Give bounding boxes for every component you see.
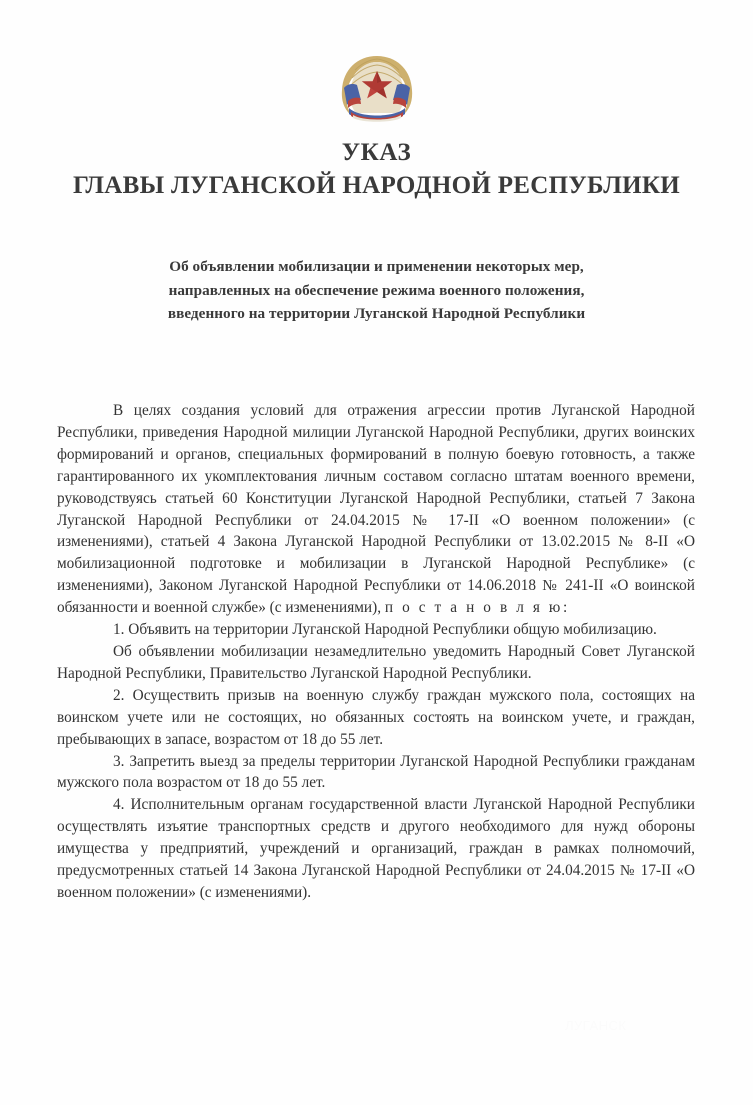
emblem-container — [0, 52, 753, 124]
document-subtitle — [0, 255, 753, 326]
preamble-text: В целях создания условий для отражения агрессии против Луганской Народной Республики, приведения Народной милиции Луганской Народной Республики, других воинских формирований и органов, специальных формирований в полную боевую готовность, а также гарантированного их укомплектования личным составом согласно штатам военного времени, руководствуясь статьей 60 Конституции Луганской Народной Республики, статьей 7 Закона Луганской Народной Республики от 24.04.2015 № 17-II «О военном положении» (с изменениями), статьей 4 Закона Луганской Народной Республики от 13.02.2015 № 8-II «О мобилизационной подготовке и мобилизации в Луганской Народной Республике» (с изменениями), Законом Луганской Народной Республики от 14.06.2018 № 241-II «О воинской обязанности и военной службе» (с изменениями), — [57, 402, 695, 617]
paragraph-item-2: 2. Осуществить призыв на военную службу граждан мужского пола, состоящих на воинском учете или не состоящих, но обязанных состоять на воинском учете, и граждан, пребывающих в запасе, возрастом от 18 до 55 лет. — [57, 686, 695, 748]
coat-of-arms-emblem — [331, 52, 423, 124]
title-line-authority: ГЛАВЫ ЛУГАНСКОЙ НАРОДНОЙ РЕСПУБЛИКИ — [72, 172, 681, 199]
subtitle-line-1: Об объявлении мобилизации и применении некоторых мер, — [169, 258, 584, 275]
document-title — [0, 138, 753, 201]
document-body — [57, 400, 695, 904]
paragraph-item-4: 4. Исполнительным органам государственной власти Луганской Народной Республики осуществлять изъятие транспортных средств и другого необходимого для нужд обороны имущества у предприятий, учреждений и организаций, граждан в рамках полномочий, предусмотренных статьей 14 Закона Луганской Народной Республики от 24.04.2015 № 17-II «О военном положении» (с изменениями). — [57, 796, 695, 901]
subtitle-line-3: введенного на территории Луганской Народной Республики — [167, 305, 586, 323]
paragraph-item-1: 1. Объявить на территории Луганской Народной Республики общую мобилизацию. — [113, 621, 657, 639]
page-watermark: ЛУГАНСК — [565, 1018, 627, 1033]
paragraph-item-1-note: Об объявлении мобилизации незамедлительно уведомить Народный Совет Луганской Народной Республики, Правительство Луганской Народной Республики. — [57, 642, 695, 682]
preamble-verb: п о с т а н о в л я ю: — [384, 599, 570, 617]
paragraph-item-3: 3. Запретить выезд за пределы территории Луганской Народной Республики гражданам мужского пола возрастом от 18 до 55 лет. — [57, 752, 695, 792]
paragraph-preamble — [57, 400, 695, 619]
subtitle-line-2: направленных на обеспечение режима военного положения, — [168, 281, 585, 299]
title-line-ukaz: УКАЗ — [341, 139, 412, 166]
